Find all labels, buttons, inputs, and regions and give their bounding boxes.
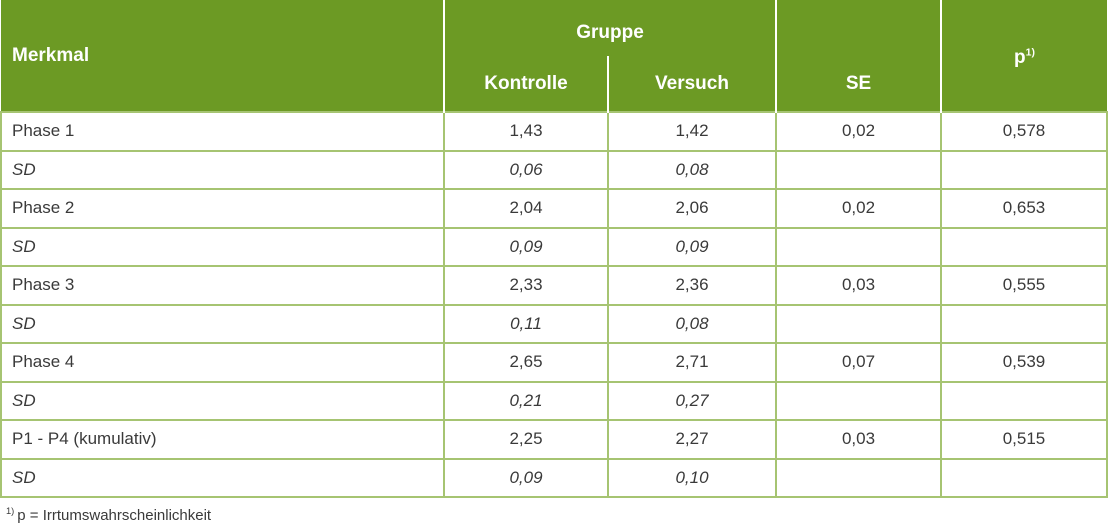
row-label: Phase 2 (1, 189, 444, 228)
row-label: SD (1, 459, 444, 498)
table-row (1, 189, 1107, 228)
cell-se (776, 151, 941, 190)
header-p-superscript: 1) (1025, 47, 1035, 59)
cell-kontrolle: 0,11 (444, 305, 608, 344)
row-label: SD (1, 228, 444, 267)
cell-versuch: 0,09 (608, 228, 776, 267)
row-label: Phase 1 (1, 112, 444, 151)
cell-kontrolle: 2,04 (444, 189, 608, 228)
footnote (6, 507, 1110, 524)
cell-se: 0,02 (776, 112, 941, 151)
cell-p: 0,578 (941, 112, 1107, 151)
table-header (1, 0, 1107, 112)
header-kontrolle: Kontrolle (444, 56, 608, 112)
cell-p (941, 382, 1107, 421)
cell-se: 0,03 (776, 420, 941, 459)
cell-versuch: 1,42 (608, 112, 776, 151)
cell-kontrolle: 0,06 (444, 151, 608, 190)
row-label: Phase 4 (1, 343, 444, 382)
table-row (1, 305, 1107, 344)
table-row (1, 151, 1107, 190)
cell-versuch: 0,27 (608, 382, 776, 421)
cell-versuch: 0,08 (608, 151, 776, 190)
cell-versuch: 0,08 (608, 305, 776, 344)
cell-p (941, 459, 1107, 498)
cell-kontrolle: 0,21 (444, 382, 608, 421)
table-body (1, 112, 1107, 497)
cell-se: 0,02 (776, 189, 941, 228)
cell-versuch: 2,27 (608, 420, 776, 459)
cell-se (776, 305, 941, 344)
cell-kontrolle: 1,43 (444, 112, 608, 151)
header-se: SE (776, 0, 941, 112)
header-row-1 (1, 0, 1107, 56)
cell-versuch: 2,71 (608, 343, 776, 382)
row-label: P1 - P4 (kumulativ) (1, 420, 444, 459)
row-label: SD (1, 305, 444, 344)
cell-p (941, 151, 1107, 190)
table-row (1, 459, 1107, 498)
row-label: Phase 3 (1, 266, 444, 305)
table-row (1, 112, 1107, 151)
cell-kontrolle: 0,09 (444, 459, 608, 498)
cell-versuch: 2,36 (608, 266, 776, 305)
header-merkmal: Merkmal (1, 0, 444, 112)
cell-kontrolle: 0,09 (444, 228, 608, 267)
footnote-text: p = Irrtumswahrscheinlichkeit (17, 507, 212, 524)
table-row (1, 420, 1107, 459)
table-row (1, 228, 1107, 267)
cell-kontrolle: 2,65 (444, 343, 608, 382)
cell-p: 0,653 (941, 189, 1107, 228)
cell-kontrolle: 2,25 (444, 420, 608, 459)
header-p-base: p (1014, 46, 1026, 68)
cell-p (941, 228, 1107, 267)
header-p (941, 0, 1107, 112)
cell-versuch: 2,06 (608, 189, 776, 228)
cell-p: 0,555 (941, 266, 1107, 305)
cell-kontrolle: 2,33 (444, 266, 608, 305)
cell-versuch: 0,10 (608, 459, 776, 498)
cell-se (776, 459, 941, 498)
cell-se: 0,07 (776, 343, 941, 382)
table-row (1, 266, 1107, 305)
table-row (1, 343, 1107, 382)
cell-se (776, 228, 941, 267)
cell-p: 0,515 (941, 420, 1107, 459)
cell-se: 0,03 (776, 266, 941, 305)
footnote-superscript: 1) (6, 506, 15, 516)
cell-p: 0,539 (941, 343, 1107, 382)
table-row (1, 382, 1107, 421)
header-versuch: Versuch (608, 56, 776, 112)
cell-p (941, 305, 1107, 344)
header-gruppe: Gruppe (444, 0, 776, 56)
row-label: SD (1, 382, 444, 421)
cell-se (776, 382, 941, 421)
row-label: SD (1, 151, 444, 190)
